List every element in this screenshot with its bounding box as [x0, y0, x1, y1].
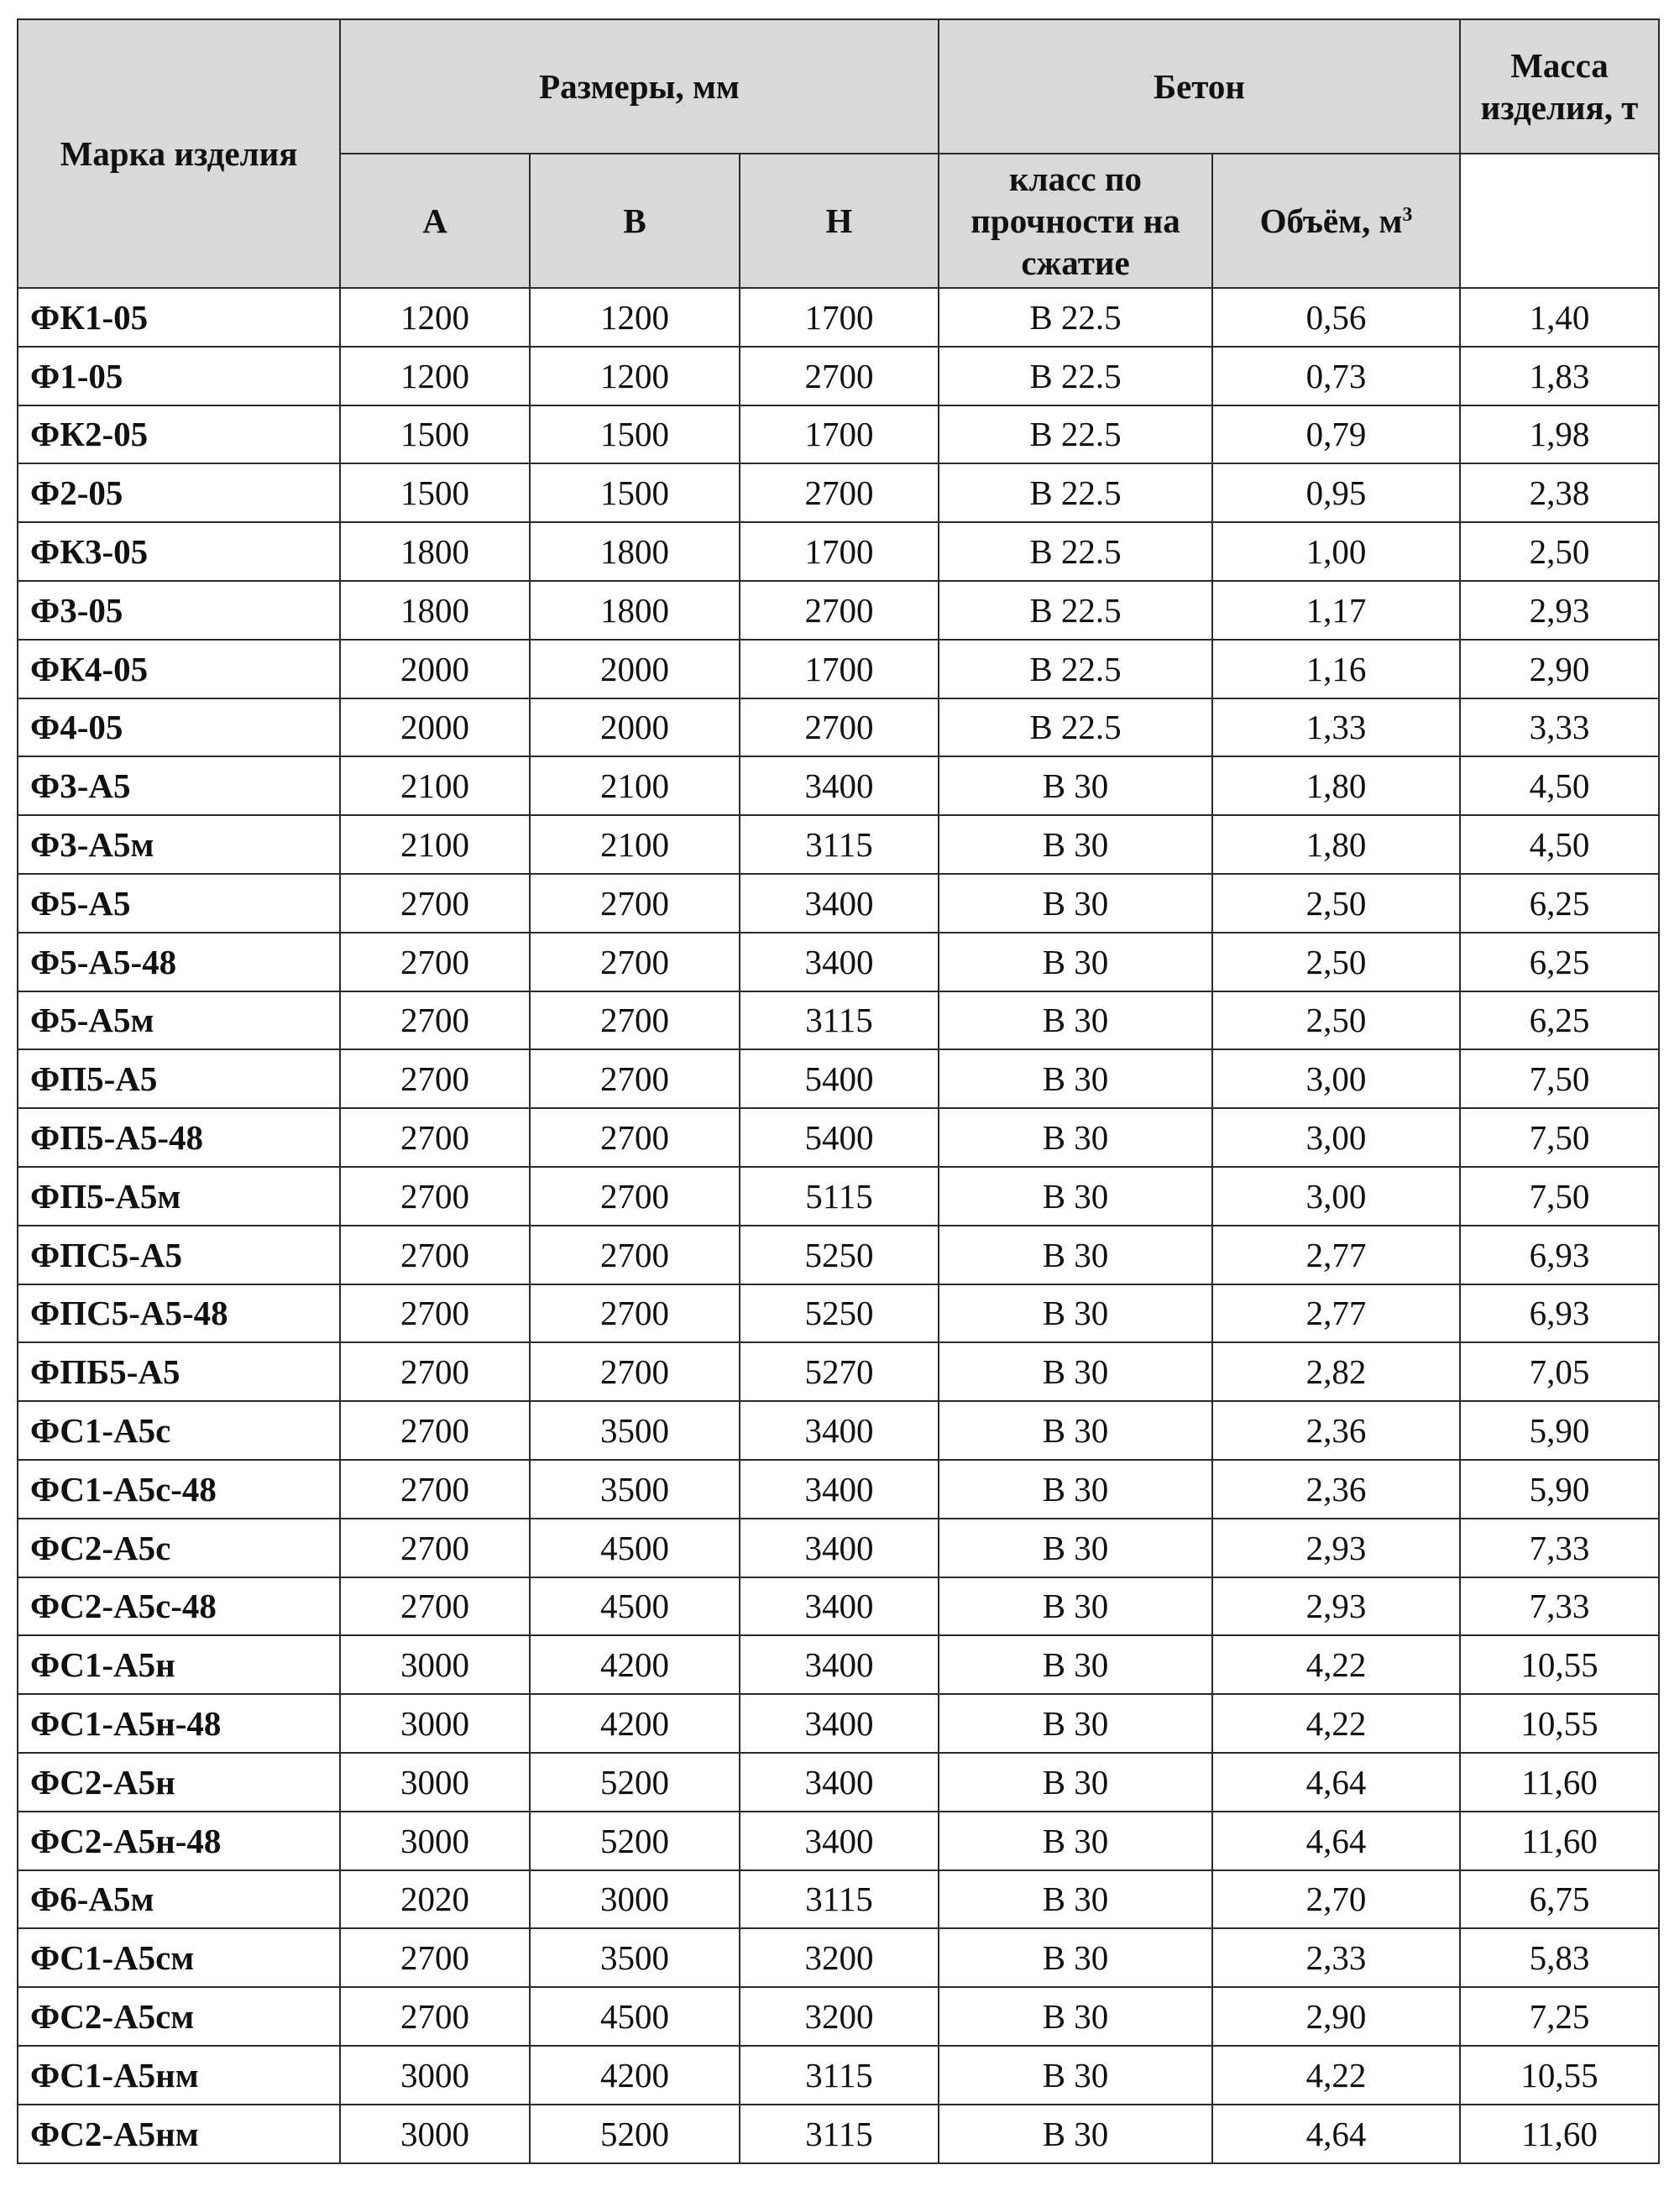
cell-volume: 3,00 — [1212, 1049, 1460, 1108]
table-row — [18, 1519, 1659, 1577]
table-row — [18, 1167, 1659, 1226]
header-strength-class: класс по прочности на сжатие — [939, 154, 1212, 288]
cell-volume: 2,90 — [1212, 1987, 1460, 2046]
cell-h: 1700 — [740, 522, 939, 581]
table-row — [18, 1987, 1659, 2046]
cell-mass: 6,93 — [1460, 1226, 1659, 1284]
table-row — [18, 874, 1659, 933]
cell-mark: ФК3-05 — [18, 522, 340, 581]
cell-h: 5250 — [740, 1226, 939, 1284]
cell-a: 2700 — [340, 1577, 530, 1636]
table-row — [18, 640, 1659, 698]
cell-volume: 2,36 — [1212, 1460, 1460, 1519]
cell-h: 2700 — [740, 698, 939, 757]
cell-volume: 2,77 — [1212, 1226, 1460, 1284]
cell-h: 3115 — [740, 991, 939, 1050]
cell-mass: 6,93 — [1460, 1284, 1659, 1343]
cell-mark: Ф5-А5м — [18, 991, 340, 1050]
cell-strength-class: В 30 — [939, 756, 1212, 815]
cell-mass: 6,25 — [1460, 874, 1659, 933]
table-body — [18, 288, 1659, 2163]
cell-mark: Ф1-05 — [18, 347, 340, 405]
cell-h: 5400 — [740, 1049, 939, 1108]
cell-h: 3400 — [740, 1694, 939, 1753]
cell-a: 2020 — [340, 1870, 530, 1929]
cell-a: 1200 — [340, 288, 530, 347]
cell-strength-class: В 30 — [939, 1284, 1212, 1343]
table-row — [18, 1694, 1659, 1753]
cell-mark: Ф2-05 — [18, 463, 340, 522]
table-row — [18, 698, 1659, 757]
cell-b: 5200 — [530, 1753, 740, 1812]
cell-volume: 0,95 — [1212, 463, 1460, 522]
cell-mass: 7,25 — [1460, 1987, 1659, 2046]
cell-a: 2700 — [340, 874, 530, 933]
cell-volume: 1,80 — [1212, 756, 1460, 815]
cell-a: 2700 — [340, 1460, 530, 1519]
cell-a: 3000 — [340, 2105, 530, 2163]
cell-a: 3000 — [340, 2046, 530, 2105]
table-row — [18, 991, 1659, 1050]
cell-b: 4500 — [530, 1519, 740, 1577]
cell-mark: ФС2-А5н — [18, 1753, 340, 1812]
cell-h: 1700 — [740, 640, 939, 698]
cell-a: 2700 — [340, 1167, 530, 1226]
cell-strength-class: В 30 — [939, 1812, 1212, 1870]
cell-strength-class: В 30 — [939, 991, 1212, 1050]
cell-b: 5200 — [530, 1812, 740, 1870]
cell-mark: ФС1-А5с — [18, 1401, 340, 1460]
cell-a: 2100 — [340, 756, 530, 815]
cell-h: 3400 — [740, 756, 939, 815]
cell-h: 3400 — [740, 1753, 939, 1812]
cell-b: 3500 — [530, 1928, 740, 1987]
cell-b: 2700 — [530, 1167, 740, 1226]
cell-mark: ФК2-05 — [18, 405, 340, 464]
cell-b: 1200 — [530, 288, 740, 347]
cell-a: 2700 — [340, 1928, 530, 1987]
cell-h: 2700 — [740, 347, 939, 405]
header-b: В — [530, 154, 740, 288]
cell-volume: 2,93 — [1212, 1519, 1460, 1577]
cell-strength-class: В 30 — [939, 933, 1212, 991]
cell-strength-class: В 22.5 — [939, 347, 1212, 405]
cell-mass: 2,93 — [1460, 581, 1659, 640]
cell-h: 3400 — [740, 1577, 939, 1636]
cell-volume: 3,00 — [1212, 1108, 1460, 1167]
cell-b: 4200 — [530, 1694, 740, 1753]
cell-a: 2700 — [340, 1401, 530, 1460]
table-row — [18, 1342, 1659, 1401]
cell-mark: ФС2-А5см — [18, 1987, 340, 2046]
table-row — [18, 581, 1659, 640]
cell-b: 5200 — [530, 2105, 740, 2163]
cell-mark: Ф3-А5м — [18, 815, 340, 874]
cell-strength-class: В 22.5 — [939, 463, 1212, 522]
cell-mass: 6,25 — [1460, 991, 1659, 1050]
header-h: Н — [740, 154, 939, 288]
cell-b: 4200 — [530, 2046, 740, 2105]
cell-a: 2700 — [340, 1342, 530, 1401]
cell-volume: 2,82 — [1212, 1342, 1460, 1401]
cell-volume: 1,80 — [1212, 815, 1460, 874]
cell-volume: 1,16 — [1212, 640, 1460, 698]
cell-h: 3400 — [740, 1460, 939, 1519]
cell-strength-class: В 30 — [939, 1342, 1212, 1401]
cell-a: 2700 — [340, 1226, 530, 1284]
cell-mass: 2,90 — [1460, 640, 1659, 698]
cell-mass: 5,83 — [1460, 1928, 1659, 1987]
cell-strength-class: В 30 — [939, 1577, 1212, 1636]
cell-mark: ФП5-А5-48 — [18, 1108, 340, 1167]
cell-mass: 11,60 — [1460, 1753, 1659, 1812]
cell-mass: 3,33 — [1460, 698, 1659, 757]
cell-b: 2700 — [530, 1342, 740, 1401]
cell-a: 1200 — [340, 347, 530, 405]
cell-b: 4500 — [530, 1987, 740, 2046]
cell-b: 2100 — [530, 815, 740, 874]
cell-strength-class: В 30 — [939, 1694, 1212, 1753]
table-row — [18, 756, 1659, 815]
cell-mass: 1,40 — [1460, 288, 1659, 347]
cell-mass: 6,25 — [1460, 933, 1659, 991]
table-row — [18, 815, 1659, 874]
cell-strength-class: В 30 — [939, 874, 1212, 933]
document-page — [17, 18, 1660, 2164]
cell-volume: 4,22 — [1212, 1694, 1460, 1753]
header-volume-superscript: 3 — [1402, 203, 1413, 226]
cell-mass: 2,38 — [1460, 463, 1659, 522]
cell-volume: 2,33 — [1212, 1928, 1460, 1987]
table-row — [18, 1870, 1659, 1929]
cell-h: 5250 — [740, 1284, 939, 1343]
table-row — [18, 405, 1659, 464]
cell-a: 2700 — [340, 1987, 530, 2046]
cell-a: 2700 — [340, 933, 530, 991]
cell-b: 2700 — [530, 933, 740, 991]
cell-b: 2700 — [530, 991, 740, 1050]
cell-a: 1800 — [340, 522, 530, 581]
cell-mass: 5,90 — [1460, 1460, 1659, 1519]
cell-strength-class: В 30 — [939, 1108, 1212, 1167]
cell-volume: 1,00 — [1212, 522, 1460, 581]
cell-mass: 7,05 — [1460, 1342, 1659, 1401]
cell-h: 3200 — [740, 1928, 939, 1987]
table-row — [18, 1928, 1659, 1987]
cell-h: 1700 — [740, 405, 939, 464]
cell-volume: 0,73 — [1212, 347, 1460, 405]
header-a: А — [340, 154, 530, 288]
cell-strength-class: В 22.5 — [939, 581, 1212, 640]
cell-strength-class: В 30 — [939, 1401, 1212, 1460]
cell-a: 2700 — [340, 1284, 530, 1343]
cell-volume: 1,33 — [1212, 698, 1460, 757]
table-row — [18, 1049, 1659, 1108]
cell-b: 1800 — [530, 581, 740, 640]
cell-b: 2000 — [530, 698, 740, 757]
cell-volume: 4,64 — [1212, 2105, 1460, 2163]
header-concrete-group: Бетон — [939, 19, 1460, 154]
cell-mark: ФС1-А5с-48 — [18, 1460, 340, 1519]
cell-volume: 2,36 — [1212, 1401, 1460, 1460]
cell-volume: 2,93 — [1212, 1577, 1460, 1636]
cell-mark: Ф3-А5 — [18, 756, 340, 815]
cell-a: 2700 — [340, 991, 530, 1050]
cell-h: 3115 — [740, 2105, 939, 2163]
table-row — [18, 1753, 1659, 1812]
cell-strength-class: В 30 — [939, 1870, 1212, 1929]
cell-strength-class: В 30 — [939, 1635, 1212, 1694]
cell-volume: 3,00 — [1212, 1167, 1460, 1226]
foundation-products-table — [17, 18, 1660, 2164]
cell-mark: ФК1-05 — [18, 288, 340, 347]
cell-h: 3400 — [740, 933, 939, 991]
cell-b: 3500 — [530, 1401, 740, 1460]
cell-a: 3000 — [340, 1635, 530, 1694]
header-mass: Масса изделия, т — [1460, 19, 1659, 154]
cell-mark: ФС2-А5с — [18, 1519, 340, 1577]
cell-h: 3400 — [740, 1401, 939, 1460]
cell-volume: 0,79 — [1212, 405, 1460, 464]
cell-mark: ФС1-А5нм — [18, 2046, 340, 2105]
cell-volume: 4,22 — [1212, 2046, 1460, 2105]
cell-mass: 1,98 — [1460, 405, 1659, 464]
cell-mark: Ф6-А5м — [18, 1870, 340, 1929]
header-volume — [1212, 154, 1460, 288]
cell-h: 2700 — [740, 463, 939, 522]
cell-a: 2700 — [340, 1108, 530, 1167]
table-row — [18, 1460, 1659, 1519]
cell-strength-class: В 30 — [939, 2046, 1212, 2105]
cell-mass: 7,50 — [1460, 1049, 1659, 1108]
cell-mass: 5,90 — [1460, 1401, 1659, 1460]
cell-strength-class: В 22.5 — [939, 288, 1212, 347]
cell-mass: 7,50 — [1460, 1167, 1659, 1226]
cell-a: 3000 — [340, 1753, 530, 1812]
cell-a: 2700 — [340, 1049, 530, 1108]
cell-b: 2700 — [530, 1108, 740, 1167]
cell-a: 3000 — [340, 1694, 530, 1753]
cell-mark: Ф4-05 — [18, 698, 340, 757]
cell-h: 5400 — [740, 1108, 939, 1167]
cell-mark: ФС1-А5см — [18, 1928, 340, 1987]
cell-mass: 7,33 — [1460, 1519, 1659, 1577]
cell-mass: 7,50 — [1460, 1108, 1659, 1167]
table-row — [18, 1812, 1659, 1870]
cell-a: 2000 — [340, 640, 530, 698]
cell-h: 5115 — [740, 1167, 939, 1226]
table-row — [18, 1577, 1659, 1636]
cell-b: 2700 — [530, 1226, 740, 1284]
cell-b: 1800 — [530, 522, 740, 581]
cell-strength-class: В 30 — [939, 1987, 1212, 2046]
cell-b: 3500 — [530, 1460, 740, 1519]
cell-b: 4500 — [530, 1577, 740, 1636]
cell-h: 3200 — [740, 1987, 939, 2046]
cell-a: 3000 — [340, 1812, 530, 1870]
cell-mark: ФП5-А5м — [18, 1167, 340, 1226]
cell-strength-class: В 30 — [939, 1226, 1212, 1284]
cell-volume: 4,64 — [1212, 1812, 1460, 1870]
cell-volume: 4,64 — [1212, 1753, 1460, 1812]
cell-h: 3400 — [740, 1812, 939, 1870]
table-row — [18, 463, 1659, 522]
cell-mass: 1,83 — [1460, 347, 1659, 405]
cell-mark: ФПС5-А5-48 — [18, 1284, 340, 1343]
cell-strength-class: В 22.5 — [939, 405, 1212, 464]
table-row — [18, 2046, 1659, 2105]
cell-strength-class: В 22.5 — [939, 522, 1212, 581]
cell-mark: ФС1-А5н-48 — [18, 1694, 340, 1753]
table-row — [18, 1401, 1659, 1460]
cell-b: 1500 — [530, 463, 740, 522]
cell-mark: Ф5-А5 — [18, 874, 340, 933]
cell-volume: 2,70 — [1212, 1870, 1460, 1929]
cell-mass: 2,50 — [1460, 522, 1659, 581]
cell-mark: ФПС5-А5 — [18, 1226, 340, 1284]
table-row — [18, 1226, 1659, 1284]
cell-a: 1500 — [340, 405, 530, 464]
cell-volume: 2,50 — [1212, 874, 1460, 933]
cell-h: 1700 — [740, 288, 939, 347]
cell-strength-class: В 30 — [939, 1753, 1212, 1812]
cell-h: 3115 — [740, 2046, 939, 2105]
cell-strength-class: В 30 — [939, 1519, 1212, 1577]
cell-mass: 4,50 — [1460, 756, 1659, 815]
cell-b: 2700 — [530, 874, 740, 933]
header-mark: Марка изделия — [18, 19, 340, 288]
cell-mark: ФС2-А5н-48 — [18, 1812, 340, 1870]
table-row — [18, 1284, 1659, 1343]
cell-a: 2100 — [340, 815, 530, 874]
cell-mass: 10,55 — [1460, 1694, 1659, 1753]
table-row — [18, 347, 1659, 405]
cell-h: 3400 — [740, 1519, 939, 1577]
cell-b: 1500 — [530, 405, 740, 464]
cell-mark: Ф3-05 — [18, 581, 340, 640]
table-row — [18, 522, 1659, 581]
cell-h: 3115 — [740, 815, 939, 874]
cell-mark: ФК4-05 — [18, 640, 340, 698]
cell-mass: 11,60 — [1460, 2105, 1659, 2163]
cell-strength-class: В 30 — [939, 2105, 1212, 2163]
cell-mark: ФС1-А5н — [18, 1635, 340, 1694]
table-row — [18, 288, 1659, 347]
cell-volume: 1,17 — [1212, 581, 1460, 640]
cell-b: 2100 — [530, 756, 740, 815]
cell-mass: 10,55 — [1460, 1635, 1659, 1694]
cell-b: 2700 — [530, 1284, 740, 1343]
cell-h: 3400 — [740, 1635, 939, 1694]
cell-strength-class: В 30 — [939, 1928, 1212, 1987]
header-mass-blank — [1460, 154, 1659, 288]
cell-b: 2000 — [530, 640, 740, 698]
cell-volume: 4,22 — [1212, 1635, 1460, 1694]
cell-volume: 2,50 — [1212, 933, 1460, 991]
cell-h: 2700 — [740, 581, 939, 640]
table-row — [18, 933, 1659, 991]
cell-strength-class: В 30 — [939, 815, 1212, 874]
cell-mark: Ф5-А5-48 — [18, 933, 340, 991]
cell-b: 3000 — [530, 1870, 740, 1929]
cell-mass: 11,60 — [1460, 1812, 1659, 1870]
cell-mark: ФПБ5-А5 — [18, 1342, 340, 1401]
cell-h: 3115 — [740, 1870, 939, 1929]
cell-strength-class: В 22.5 — [939, 698, 1212, 757]
cell-strength-class: В 22.5 — [939, 640, 1212, 698]
cell-mass: 6,75 — [1460, 1870, 1659, 1929]
cell-a: 1800 — [340, 581, 530, 640]
cell-mass: 7,33 — [1460, 1577, 1659, 1636]
cell-mark: ФС2-А5нм — [18, 2105, 340, 2163]
table-row — [18, 2105, 1659, 2163]
table-row — [18, 1108, 1659, 1167]
cell-a: 2000 — [340, 698, 530, 757]
cell-volume: 2,77 — [1212, 1284, 1460, 1343]
cell-b: 4200 — [530, 1635, 740, 1694]
cell-mark: ФС2-А5с-48 — [18, 1577, 340, 1636]
cell-mass: 10,55 — [1460, 2046, 1659, 2105]
cell-strength-class: В 30 — [939, 1460, 1212, 1519]
cell-volume: 0,56 — [1212, 288, 1460, 347]
header-volume-label: Объём, м — [1259, 201, 1403, 240]
cell-b: 2700 — [530, 1049, 740, 1108]
cell-mass: 4,50 — [1460, 815, 1659, 874]
cell-strength-class: В 30 — [939, 1167, 1212, 1226]
cell-h: 5270 — [740, 1342, 939, 1401]
cell-h: 3400 — [740, 874, 939, 933]
cell-strength-class: В 30 — [939, 1049, 1212, 1108]
header-sizes-group: Размеры, мм — [340, 19, 939, 154]
cell-mark: ФП5-А5 — [18, 1049, 340, 1108]
cell-a: 2700 — [340, 1519, 530, 1577]
table-row — [18, 1635, 1659, 1694]
cell-a: 1500 — [340, 463, 530, 522]
cell-volume: 2,50 — [1212, 991, 1460, 1050]
cell-b: 1200 — [530, 347, 740, 405]
